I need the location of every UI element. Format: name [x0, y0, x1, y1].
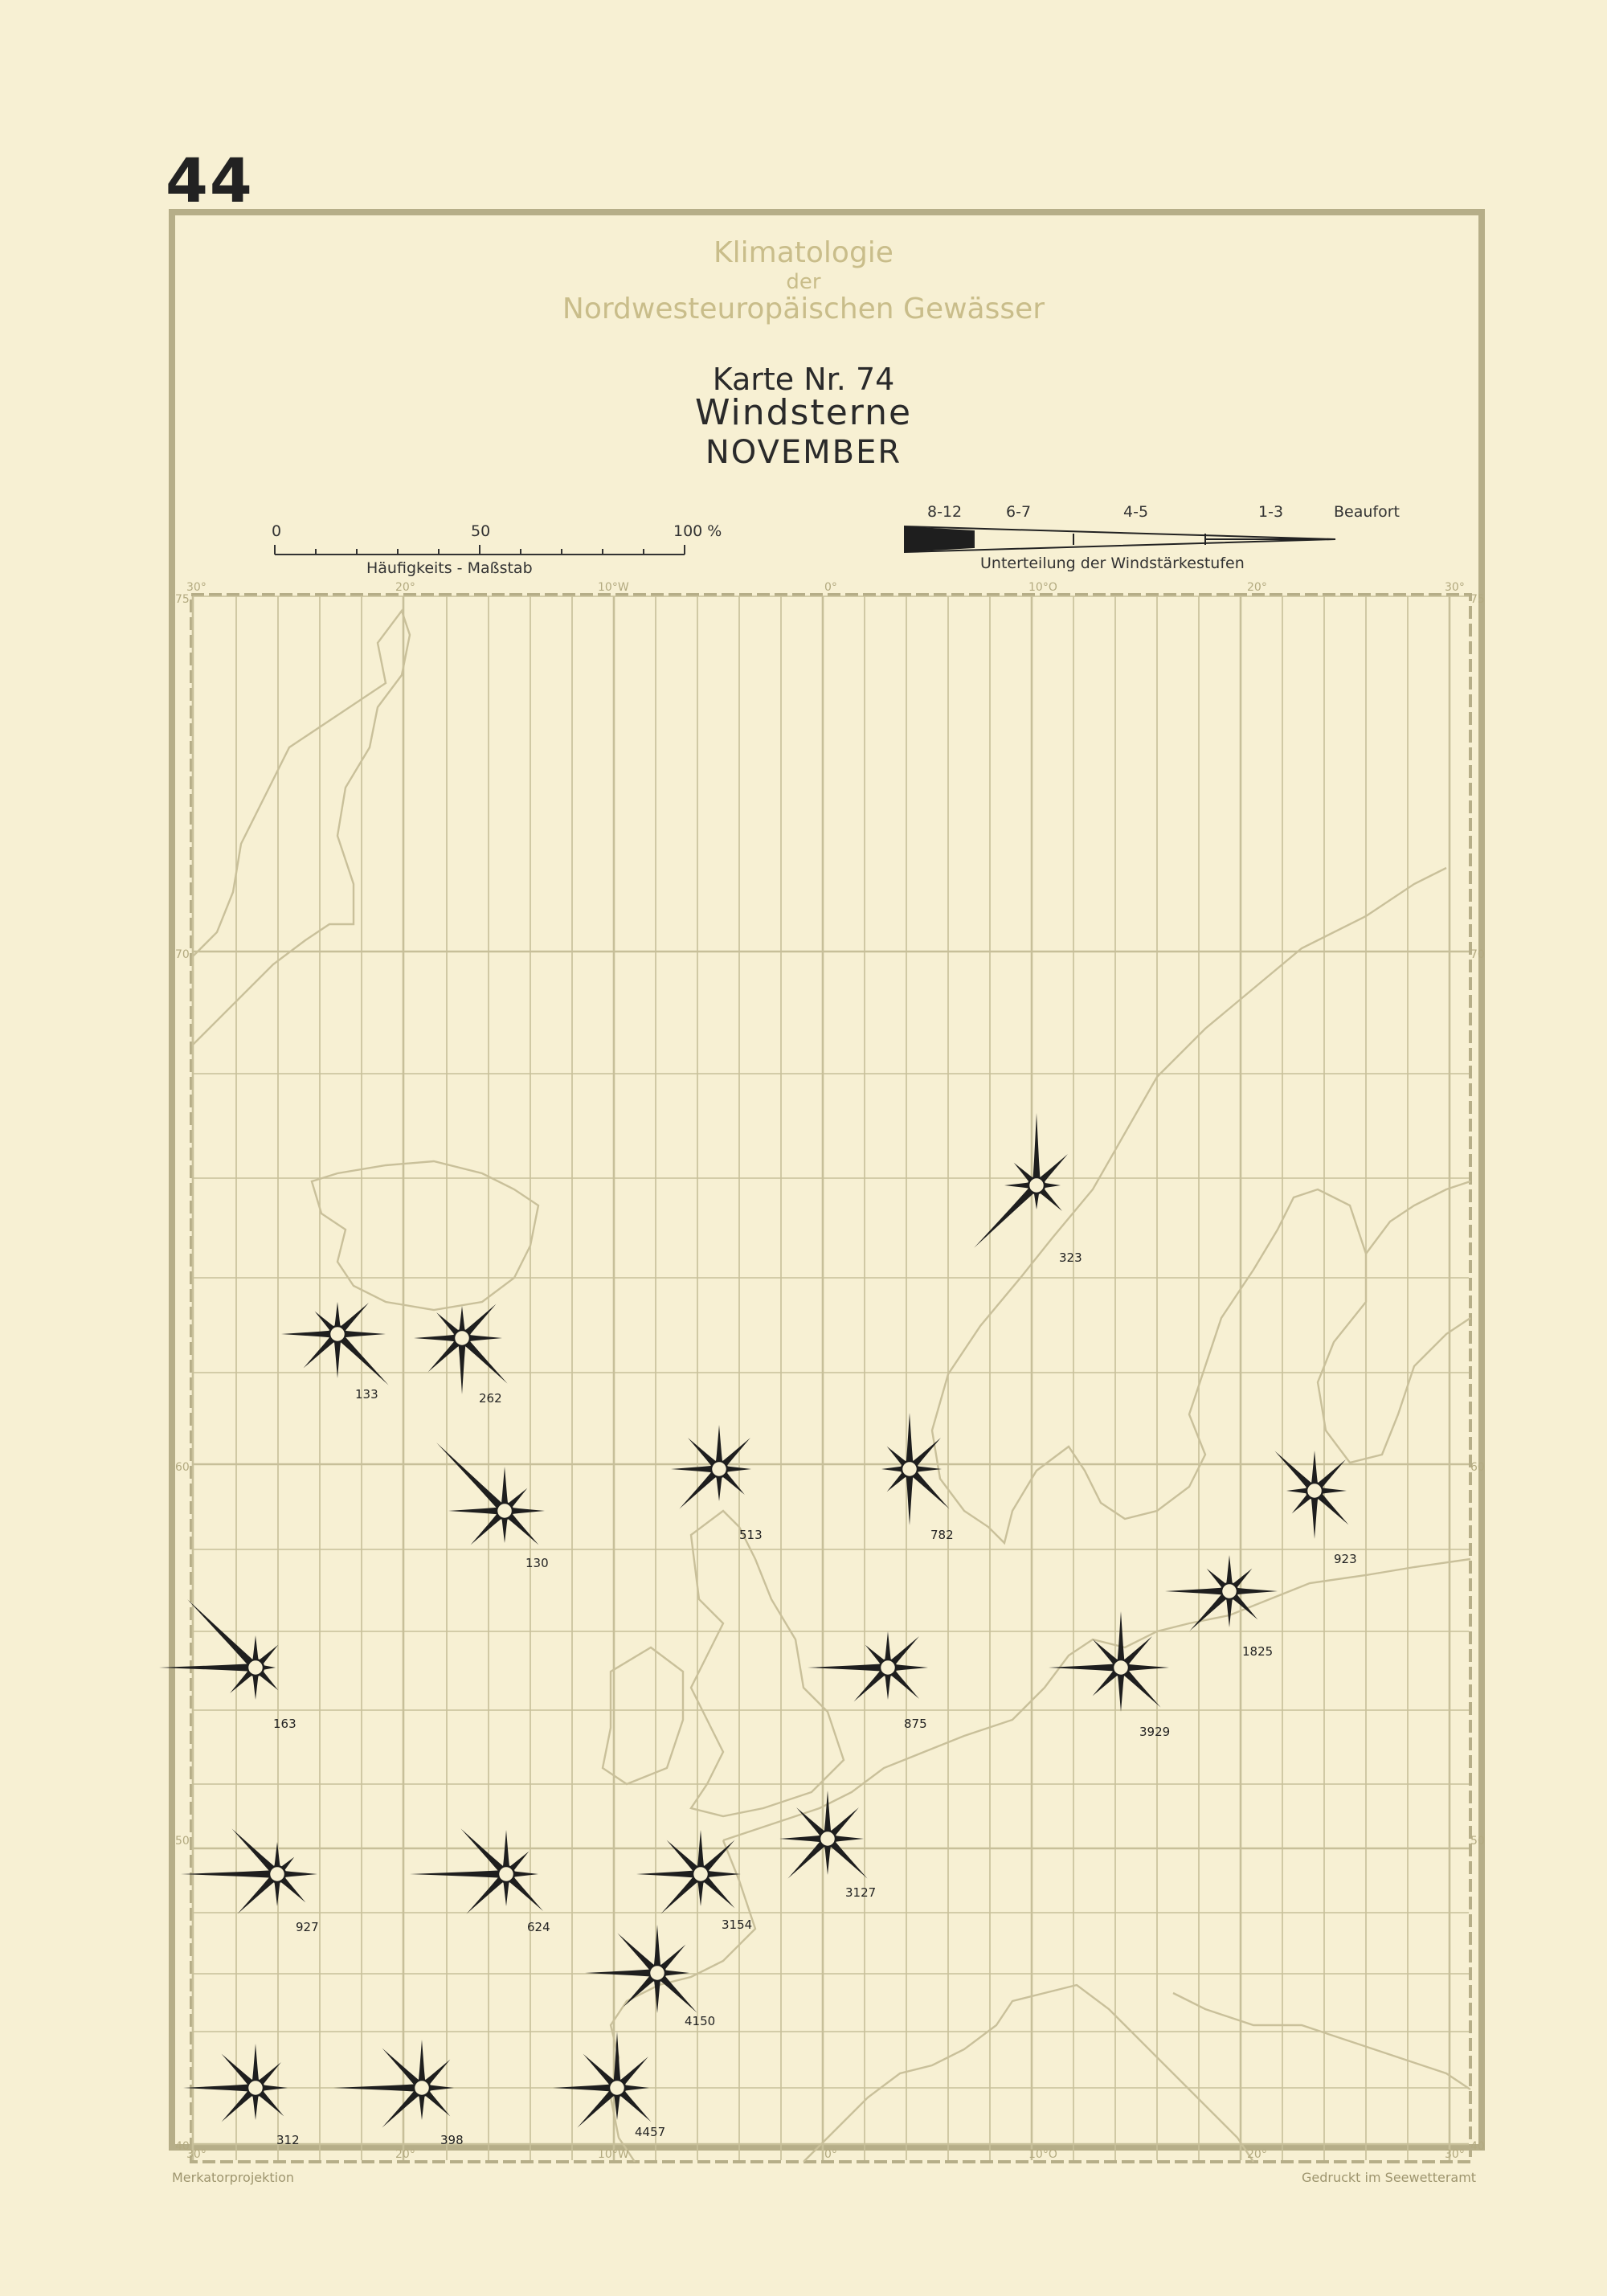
beaufort-class-4-5: 4-5 — [1123, 503, 1149, 521]
wind-star-ray — [181, 1870, 277, 1878]
observation-count: 3929 — [1139, 1725, 1171, 1739]
bottom-label-30w: 30° — [186, 2148, 206, 2161]
month-label: NOVEMBER — [705, 434, 902, 471]
calm-circle — [454, 1330, 470, 1346]
wind-star-iceland-west — [281, 1302, 389, 1402]
coast-biscay-iberia — [611, 1840, 755, 2162]
coast-mediterranean — [804, 1985, 1253, 2162]
left-lat-75: 75 — [175, 593, 190, 606]
freq-scale-tick-100: 100 % — [673, 522, 722, 540]
graticule — [193, 596, 1469, 2160]
wind-star-north-sea — [808, 1631, 928, 1731]
top-label-20e: 20° — [1247, 581, 1267, 594]
calm-circle — [609, 2080, 625, 2096]
right-lat-70: 70 — [1470, 948, 1485, 961]
observation-count: 875 — [904, 1717, 927, 1731]
wind-star-ray — [808, 1664, 888, 1672]
calm-circle — [902, 1461, 918, 1477]
observation-count: 1825 — [1242, 1644, 1274, 1659]
calm-circle — [247, 2080, 264, 2096]
wind-star-english-channel-east — [779, 1791, 876, 1900]
bottom-label-20w: 20° — [395, 2148, 415, 2161]
calm-circle — [247, 1660, 264, 1676]
observation-count: 624 — [527, 1920, 550, 1934]
map-border — [191, 595, 1470, 2162]
footer-printer: Gedruckt im Seewetteramt — [1302, 2170, 1477, 2185]
beaufort-unit: Beaufort — [1334, 503, 1400, 521]
wind-star-gotland — [1165, 1555, 1278, 1659]
wind-star-ray — [187, 1599, 258, 1670]
freq-scale-tick-0: 0 — [272, 522, 282, 540]
left-lat-40: 40 — [175, 2140, 190, 2153]
observation-count: 3127 — [845, 1885, 877, 1900]
header-line-2: der — [786, 270, 821, 294]
wind-star-atlantic-s — [333, 2040, 464, 2147]
header-line-3: Nordwesteuropäischen Gewässer — [562, 293, 1045, 325]
wind-star-iberia-west — [553, 2032, 665, 2139]
top-label-0: 0° — [824, 581, 837, 594]
beaufort-class-6-7: 6-7 — [1006, 503, 1032, 521]
calm-circle — [498, 1866, 514, 1882]
top-label-30e: 30° — [1445, 581, 1465, 594]
top-label-10e: 10°O — [1028, 581, 1057, 594]
coast-greenland — [193, 611, 410, 1045]
bottom-label-30e: 30° — [1445, 2148, 1465, 2161]
wind-star-kattegat — [1049, 1611, 1170, 1739]
coast-finland — [1366, 1181, 1470, 1254]
calm-circle — [329, 1326, 346, 1342]
frequency-scale-bar — [275, 545, 685, 555]
top-label-30w: 30° — [186, 581, 206, 594]
wind-star-ray — [410, 1870, 506, 1878]
coast-italy-east — [1173, 1993, 1470, 2089]
coast-scandinavia — [932, 868, 1470, 1543]
wind-star-faroe-west — [436, 1443, 548, 1570]
calm-circle — [820, 1831, 836, 1847]
bottom-label-10e: 10°O — [1028, 2148, 1057, 2161]
top-label-20w: 20° — [395, 581, 415, 594]
observation-count: 4150 — [685, 2014, 716, 2028]
top-label-10w: 10°W — [598, 581, 629, 594]
header-line-1: Klimatologie — [714, 236, 893, 269]
left-lat-60: 60 — [175, 1461, 190, 1474]
wind-star-ray — [183, 2084, 256, 2092]
calm-circle — [649, 1965, 665, 1981]
bottom-label-0: 0° — [824, 2148, 837, 2161]
beaufort-wedge — [905, 526, 1335, 552]
left-lat-50: 50 — [175, 1835, 190, 1848]
observation-count: 262 — [479, 1391, 502, 1406]
graticule-labels — [175, 581, 1485, 2161]
wind-star-atlantic-far-west — [159, 1599, 296, 1731]
wind-star-ray — [974, 1182, 1039, 1247]
observation-count: 323 — [1059, 1250, 1082, 1265]
freq-scale-caption: Häufigkeits - Maßstab — [366, 559, 533, 577]
calm-circle — [497, 1503, 513, 1519]
freq-scale-tick-50: 50 — [471, 522, 491, 540]
observation-count: 782 — [930, 1528, 954, 1542]
coast-britain — [691, 1511, 844, 1816]
calm-circle — [1113, 1660, 1129, 1676]
right-lat-75: 75 — [1470, 593, 1485, 606]
calm-circle — [693, 1866, 709, 1882]
calm-circle — [1306, 1483, 1323, 1499]
wind-star-ray — [333, 2084, 422, 2092]
calm-circle — [880, 1660, 896, 1676]
observation-count: 163 — [273, 1717, 296, 1731]
observation-count: 513 — [739, 1528, 763, 1542]
wind-star-south-norway — [881, 1413, 954, 1542]
coast-iceland — [312, 1161, 538, 1310]
coast-continent — [723, 1559, 1470, 1840]
wind-stars — [159, 1113, 1357, 2147]
wind-star-ray — [1032, 1113, 1041, 1185]
wind-star-shetland — [671, 1425, 763, 1542]
bottom-label-20e: 20° — [1247, 2148, 1267, 2161]
calm-circle — [1028, 1177, 1045, 1193]
wind-star-iceland-south — [414, 1304, 508, 1406]
wind-star-ray — [585, 1969, 657, 1977]
wind-star-ray — [159, 1664, 256, 1672]
map-number: Karte Nr. 74 — [712, 362, 895, 397]
wind-star-ray — [636, 1870, 701, 1878]
observation-count: 923 — [1334, 1552, 1357, 1566]
observation-count: 3154 — [722, 1917, 753, 1932]
wind-star-biscay — [585, 1925, 715, 2028]
beaufort-class-8-12: 8-12 — [927, 503, 963, 521]
beaufort-class-1-3: 1-3 — [1258, 503, 1284, 521]
observation-count: 130 — [525, 1556, 549, 1570]
beaufort-caption: Unterteilung der Windstärkestufen — [980, 555, 1245, 572]
wind-star-ray — [1165, 1587, 1229, 1595]
right-lat-50: 50 — [1470, 1835, 1485, 1848]
map-title: Windsterne — [694, 392, 913, 433]
right-lat-60: 60 — [1470, 1461, 1485, 1474]
wind-star-atlantic-sw — [183, 2044, 300, 2147]
bottom-label-10w: 10°W — [598, 2148, 629, 2161]
left-lat-70: 70 — [175, 948, 190, 961]
wind-star-biscay-west-far — [181, 1828, 319, 1934]
wind-star-ray — [553, 2084, 617, 2092]
calm-circle — [269, 1866, 285, 1882]
observation-count: 398 — [440, 2133, 464, 2147]
observation-count: 312 — [276, 2133, 300, 2147]
page-number: 44 — [166, 145, 254, 216]
footer-projection: Merkatorprojektion — [172, 2170, 295, 2185]
wind-star-atlantic-mid-50 — [410, 1828, 550, 1934]
calm-circle — [711, 1461, 727, 1477]
observation-count: 4457 — [635, 2125, 666, 2139]
right-lat-40: 40 — [1470, 2140, 1485, 2153]
calm-circle — [1221, 1583, 1237, 1599]
observation-count: 133 — [355, 1387, 378, 1402]
observation-count: 927 — [296, 1920, 319, 1934]
coastlines — [193, 611, 1470, 2162]
wind-star-english-channel-west — [636, 1830, 752, 1932]
wind-star-ray — [1049, 1664, 1121, 1672]
calm-circle — [414, 2080, 430, 2096]
